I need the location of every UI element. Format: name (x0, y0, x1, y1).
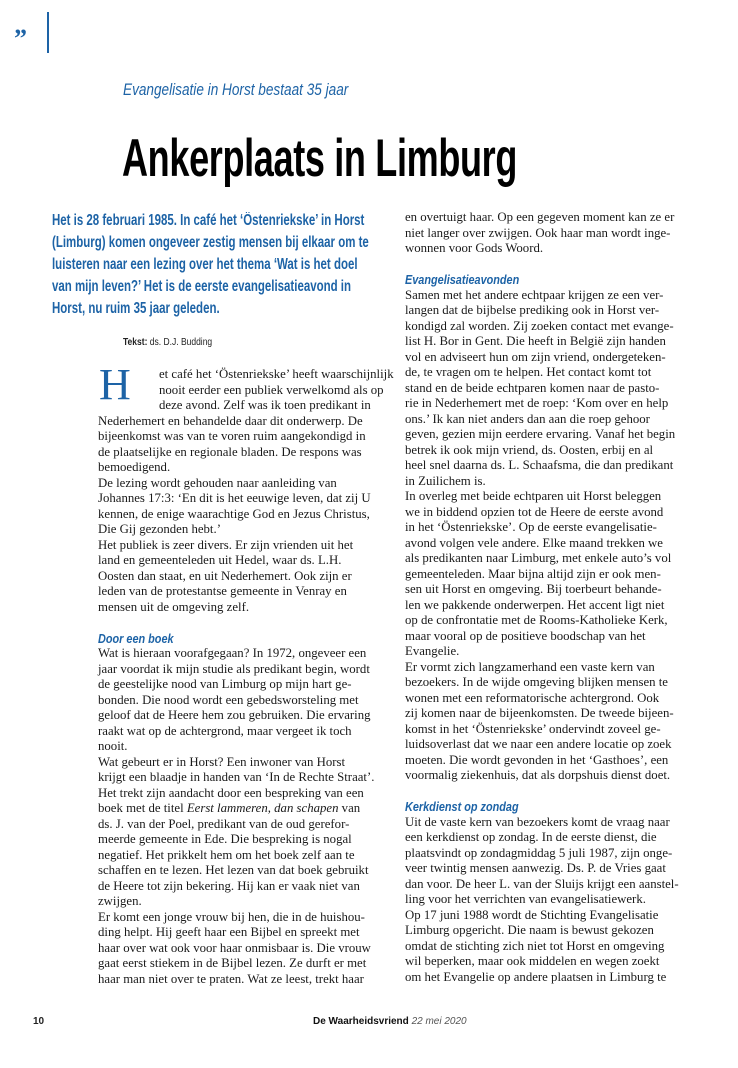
publication-date: 22 mei 2020 (411, 1016, 467, 1027)
text-line: als predikanten naar Limburg, met enkele auto’s vol (405, 551, 672, 565)
text-line: list H. Bor in Gent. Die heeft in België zijn handen (405, 334, 666, 348)
lead-line: Het is 28 februari 1985. In café het ‘Östenriekske’ in Horst (52, 212, 365, 229)
text-line: nooit. (98, 739, 128, 753)
publication-name: De Waarheidsvriend (313, 1016, 409, 1027)
text-line: Het trekt zijn aandacht door een bespreking van een (98, 785, 364, 800)
column-right (405, 210, 705, 985)
quote-icon: ” (14, 24, 27, 53)
text-line: gaat eerst stiekem in de Bijbel lezen. Ze durft er met (98, 956, 367, 970)
byline-author: ds. D.J. Budding (149, 337, 213, 348)
text-line: negatief. Het prikkelt hem om het boek zelf aan te (98, 847, 355, 862)
book-title: Eerst lammeren, dan schapen (186, 801, 339, 815)
text-line: bonden. Die nood wordt een gebedsworsteling met (98, 692, 359, 707)
text-line: vol en adviseert hun om zijn vriend, ondergeteken- (405, 349, 666, 364)
text-line: Het publiek is zeer divers. Er zijn vrienden uit het (98, 537, 354, 552)
text-line: ds. J. van der Poel, predikant van de oud gerefor- (98, 816, 350, 831)
lead-line: (Limburg) komen ongeveer zestig mensen bij elkaar om te (52, 234, 369, 251)
text-line: kondigd zal worden. Zij zoeken contact met evange- (405, 318, 674, 333)
text-line: en overtuigt haar. Op een gegeven moment kan ze er (405, 210, 675, 224)
text-line: Oosten dan staat, en uit Nederhemert. Ook zijn er (98, 568, 352, 583)
lead-line: Horst, nu ruim 35 jaar geleden. (52, 300, 220, 317)
text-line: avond volgen vele andere. Elke maand trekken we (405, 535, 663, 550)
text-line: langen dat de bijbelse prediking ook in Horst ver- (405, 303, 660, 317)
section-heading: Kerkdienst op zondag (405, 799, 519, 814)
text-line: betrek ik ook mijn vriend, ds. Oosten, erbij en al (405, 442, 654, 457)
text-line: geloof dat de Heere hem zou gebruiken. Die ervaring (98, 708, 371, 722)
text-line: Er komt een jonge vrouw bij hen, die in de huishou- (98, 909, 365, 924)
text-line: et café het ‘Östenriekske’ heeft waarschijnlijk (159, 367, 394, 381)
text-line: ling voor het verrichten van evangelisatiewerk. (405, 892, 646, 906)
text-line: plaatsvindt op zondagmiddag 5 juli 1987, zijn onge- (405, 845, 673, 860)
text-line: komst in het ‘Östenriekske’ ondervindt zoveel ge- (405, 721, 661, 736)
text-line: de geestelijke nood van Limburg op mijn hart ge- (98, 677, 352, 691)
text-line: gemeenteleden. Maar bijna altijd zijn er ook men- (405, 566, 661, 581)
byline-label: Tekst: (123, 337, 148, 348)
text-line: de plaatselijke en regionale bladen. De respons was (98, 444, 362, 459)
text-line: haar man niet over te praten. Wat ze leest, trekt haar (98, 971, 364, 986)
text-line: sen uit Horst en omgeving. Bij toerbeurt behande- (405, 582, 662, 596)
text-line: voormalig ziekenhuis, dat als dorpshuis dienst doet. (405, 768, 671, 782)
text-line: omdat de stichting zich niet tot Horst en omgeving (405, 938, 665, 953)
text-line: bijeenkomst was van te voren ruim aangekondigd in (98, 429, 366, 443)
text-line: Nederhemert en behandelde daar dit onderwerp. De (98, 413, 363, 428)
text-line: de, te vragen om te helpen. Het contact komt tot (405, 365, 652, 379)
text-line: we in biddend opzien tot de Heere de eerste avond (405, 504, 664, 519)
text-line: zij komen naar de bijeenkomsten. De tweede bijeen- (405, 706, 674, 720)
text-line: wonen met een reformatorische achtergrond. Ook (405, 690, 660, 705)
text-line: Samen met het andere echtpaar krijgen ze een ver- (405, 287, 664, 302)
text-line: de Heere tot zijn bekering. Hij kan er vaak niet van (98, 878, 360, 893)
page-number: 10 (33, 1016, 45, 1027)
text-line: Limburg opgericht. Die naam is bewust gekozen (405, 923, 654, 937)
text-line: niet langer over zwijgen. Ook haar man wordt inge- (405, 225, 671, 240)
column-left (98, 367, 398, 987)
text-line: op de confrontatie met de Rooms-Katholieke Kerk, (405, 613, 668, 627)
section-heading: Door een boek (98, 630, 174, 646)
footer-publication (313, 1016, 467, 1027)
page-title: Ankerplaats in Limburg (122, 129, 518, 188)
text-line: rie in Nederhemert met de roep: ‘Kom over en help (405, 396, 669, 410)
text-line: bezoekers. In de wijde omgeving blijken mensen te (405, 675, 668, 689)
text-line: om het Evangelie op andere plaatsen in Limburg te (405, 969, 667, 984)
lead-line: van mijn leven?’ Het is de eerste evangelisatieavond in (52, 278, 351, 295)
text-line: geven, gezien mijn eerdere ervaring. Vanaf het begin (405, 427, 676, 441)
section-heading: Evangelisatieavonden (405, 272, 520, 287)
text-line: veer twintig mensen aanwezig. Ds. P. de Vries gaat (405, 861, 666, 875)
text-line: mensen uit de omgeving zelf. (98, 599, 250, 614)
text-line: ons.’ Ik kan niet anders dan aan die roep gehoor (405, 411, 650, 426)
text-line: stand en de beide echtparen komen naar de pasto- (405, 380, 660, 395)
text-line: dan voor. De heer L. van der Sluijs krijgt een aanstel- (405, 876, 679, 891)
text-line: ding helpt. Hij geeft haar een Bijbel en spreekt met (98, 925, 360, 939)
text-line: len we pakkende onderwerpen. Het accent ligt niet (405, 597, 665, 612)
text-line: in het ‘Östenriekske’. Op de eerste evangelisatie- (405, 520, 657, 534)
text-line: maar vooral op de positieve boodschap van het (405, 628, 646, 643)
text-line: land en gemeenteleden uit Hedel, waar ds. L.H. (98, 553, 342, 567)
byline (123, 337, 212, 348)
text-line: krijgt een blaadje in handen van ‘In de Rechte Straat’. (98, 770, 375, 784)
header-divider (47, 12, 49, 53)
text-line: Evangelie. (405, 644, 460, 658)
text-line: Johannes 17:3: ‘En dit is het eeuwige leven, dat zij U (98, 491, 371, 505)
text-line: raakt wat op de achtergrond, maar vergeet ik toch (98, 723, 352, 738)
text-line: In overleg met beide echtparen uit Horst beleggen (405, 489, 662, 503)
text-line: heel snel daarna ds. L. Schaafsma, die dan predikant (405, 458, 674, 472)
text-line: een kerkdienst op zondag. In de eerste dienst, die (405, 830, 657, 844)
text-line: leden van de protestantse gemeente in Venray en (98, 584, 347, 598)
text-line: jaar voordat ik mijn studie als predikant begin, wordt (98, 661, 370, 676)
text-line: luidsoverlast dat we naar een andere locatie op zoek (405, 737, 672, 751)
text-line: Die Gij gezonden hebt.’ (98, 522, 221, 536)
text-line: wonnen voor Gods Woord. (405, 241, 544, 255)
text-line: nooit eerder een publiek verwelkomd als op (159, 382, 384, 397)
text-line: De lezing wordt gehouden naar aanleiding van (98, 475, 337, 490)
text-line: zwijgen. (98, 894, 142, 908)
text-line: wil beperken, maar ook middelen en wegen zoekt (405, 954, 660, 968)
text-line: in Zuilichem is. (405, 473, 486, 488)
text-line: Op 17 juni 1988 wordt de Stichting Evangelisatie (405, 907, 659, 922)
text-line: haar over wat ook voor haar onmisbaar is. Die vrouw (98, 940, 371, 955)
text-line: Er vormt zich langzamerhand een vaste kern van (405, 659, 655, 674)
text-line: Wat gebeurt er in Horst? Een inwoner van Horst (98, 754, 346, 769)
text-line: deze avond. Zelf was ik toen predikant in (159, 398, 371, 412)
text-line: bemoedigend. (98, 460, 171, 474)
text-line: moeten. Die wordt gevonden in het ‘Gasthoes’, een (405, 752, 669, 767)
text-line: meerde gemeente in Ede. Die bespreking is nogal (98, 832, 352, 846)
text-line: kennen, de enige waarachtige God en Jezus Christus, (98, 506, 370, 521)
drop-cap: H (99, 360, 131, 409)
text-line: schaffen en te lezen. Het lezen van dat boek gebruikt (98, 863, 369, 877)
text-line: Uit de vaste kern van bezoekers komt de vraag naar (405, 814, 670, 829)
text-line: Wat is hieraan voorafgegaan? In 1972, ongeveer een (98, 646, 367, 660)
kicker: Evangelisatie in Horst bestaat 35 jaar (123, 80, 349, 99)
text-line: boek met de titel Eerst lammeren, dan schapen van (98, 801, 361, 815)
lead-line: luisteren naar een lezing over het thema ‘Wat is het doel (52, 256, 358, 273)
